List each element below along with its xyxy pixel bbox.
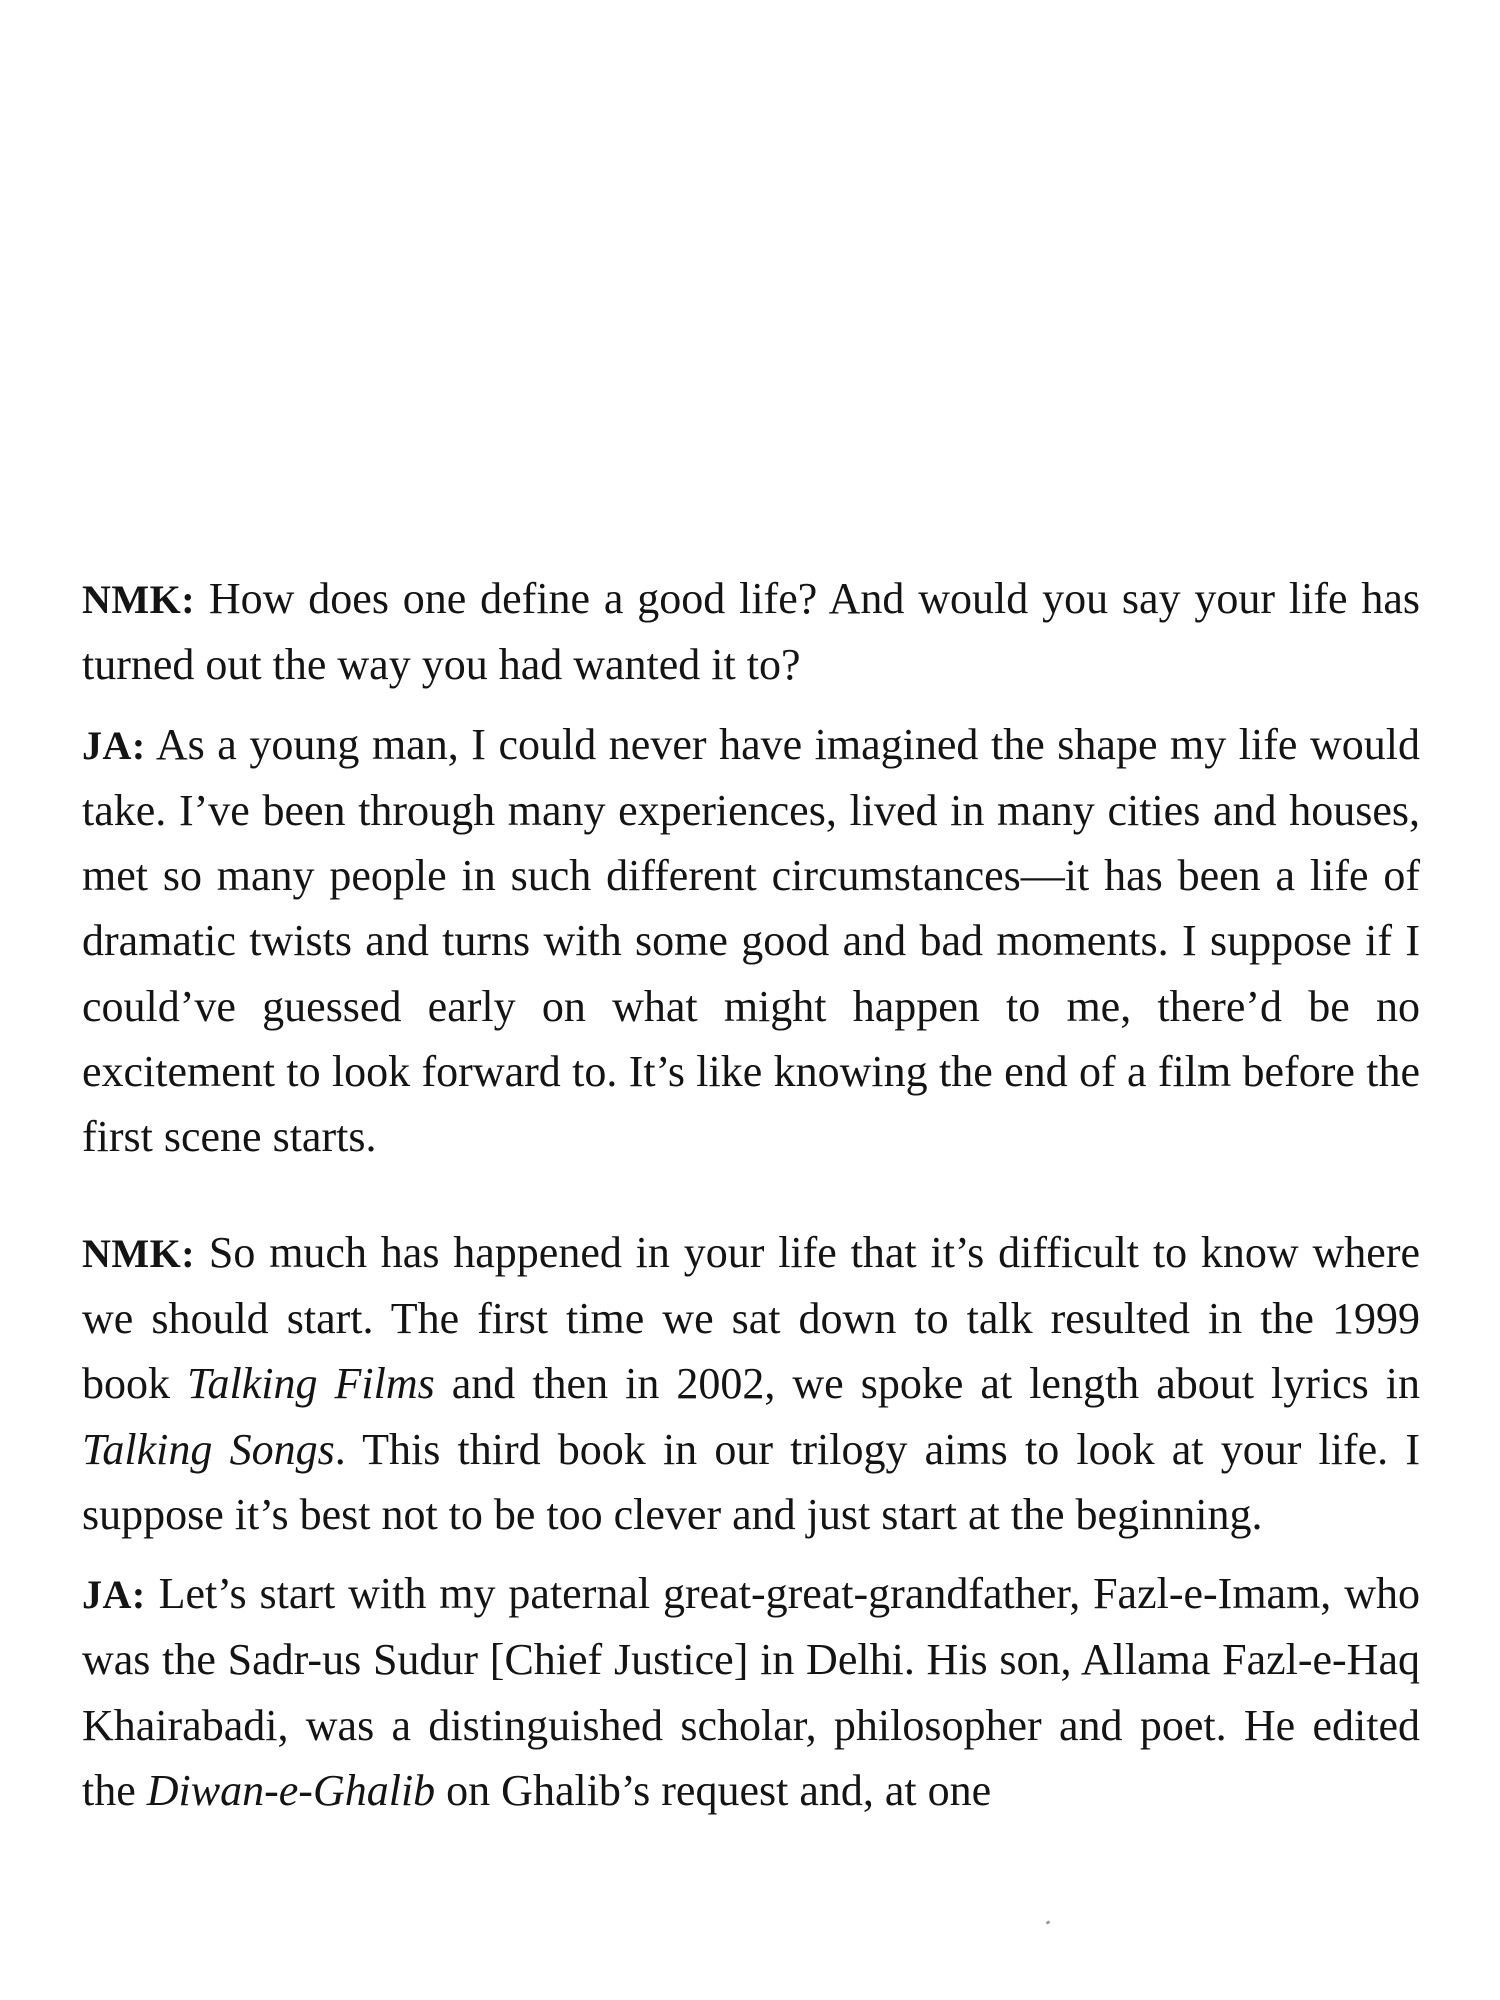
speaker-label: NMK: — [82, 1230, 196, 1276]
book-title-italic: Talking Songs — [82, 1424, 335, 1474]
paragraph-text: on Ghalib’s request and, at one — [435, 1766, 992, 1816]
scan-speck — [1046, 1920, 1051, 1925]
paragraph-nmk-2 — [82, 1220, 1420, 1547]
book-title-italic: Talking Films — [187, 1359, 435, 1409]
paragraph-text: . This third book in our trilogy aims to look at your life. I suppose it’s best not to be too clever and just start at the beginning. — [82, 1424, 1420, 1539]
paragraph-ja-2 — [82, 1561, 1420, 1823]
paragraph-nmk-1 — [82, 566, 1420, 698]
paragraph-ja-1 — [82, 712, 1420, 1170]
paragraph-text: So much has happened in your life that it’s difficult to know where we should start. The first time we sat down to talk resulted in the 1999 book — [82, 1227, 1420, 1409]
interview-text — [82, 566, 1420, 1823]
speaker-label: JA: — [82, 722, 146, 768]
paragraph-text: How does one define a good life? And would you say your life has turned out the way you had wanted it to? — [82, 574, 1420, 690]
paragraph-text: and then in 2002, we spoke at length about lyrics in — [434, 1359, 1421, 1409]
speaker-label: JA: — [82, 1572, 146, 1618]
paragraph-text: As a young man, I could never have imagined the shape my life would take. I’ve been through many experiences, lived in many cities and houses, met so many people in such different circumstances—it has been a life of dramatic twists and turns with some good and bad moments. I suppose if I could’ve guessed early on what might happen to me, there’d be no excitement to look forward to. It’s like knowing the end of a film before the first scene starts. — [82, 719, 1420, 1162]
speaker-label: NMK: — [82, 577, 196, 622]
paragraph-text: Let’s start with my paternal great-great-grandfather, Fazl-e-Imam, who was the Sadr-us Sudur [Chief Justice] in Delhi. His son, Allama Fazl-e-Haq Khairabadi, was a distinguished scholar, philosopher and poet. He edited the — [82, 1569, 1420, 1816]
book-title-italic: Diwan-e-Ghalib — [146, 1766, 436, 1816]
